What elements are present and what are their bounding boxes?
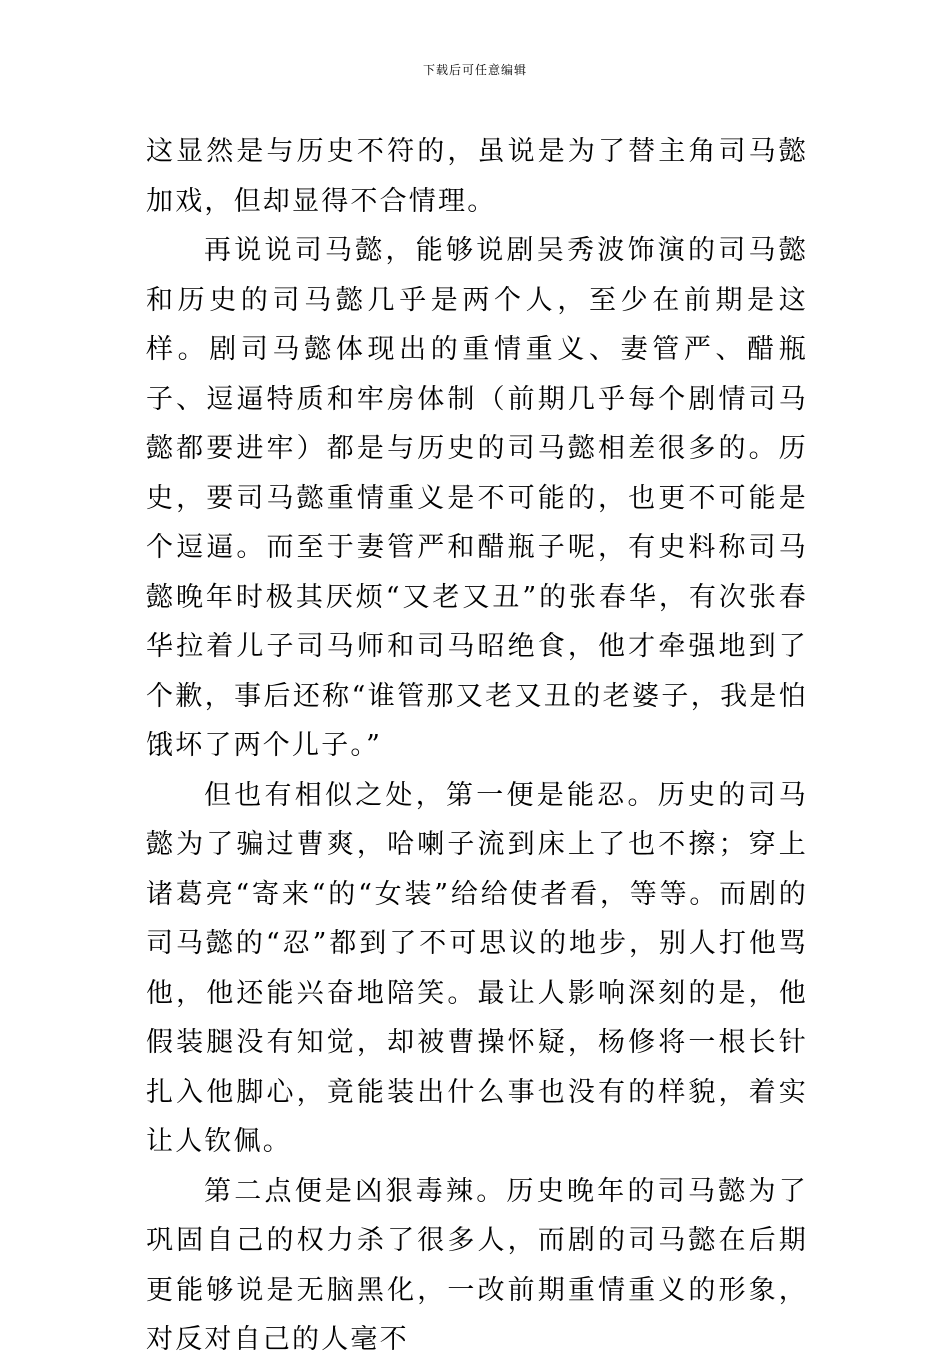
paragraph-2: 再说说司马懿，能够说剧吴秀波饰演的司马懿和历史的司马懿几乎是两个人，至少在前期是这样。剧司马懿体现出的重情重义、妻管严、醋瓶子、逗逼特质和牢房体制（前期几乎每个剧情司马懿都要进牢）都是与历史的司马懿相差很多的。历史，要司马懿重情重义是不可能的，也更不可能是个逗逼。而至于妻管严和醋瓶子呢，有史料称司马懿晚年时极其厌烦“又老又丑”的张春华，有次张春华拉着儿子司马师和司马昭绝食，他才牵强地到了个歉，事后还称“谁管那又老又丑的老婆子，我是怕饿坏了两个儿子。” [146, 235, 808, 761]
page-header: 下载后可任意编辑 [422, 63, 527, 77]
document-body [146, 127, 808, 1365]
paragraph-3: 但也有相似之处，第一便是能忍。历史的司马懿为了骗过曹爽，哈喇子流到床上了也不擦；穿上诸葛亮“寄来“的“女装”给给使者看，等等。而剧的司马懿的“忍”都到了不可思议的地步，别人打他骂他，他还能兴奋地陪笑。最让人影响深刻的是，他假装腿没有知觉，却被曹操怀疑，杨修将一根长针扎入他脚心，竟能装出什么事也没有的样貌，着实让人钦佩。 [146, 779, 808, 1157]
paragraph-4: 第二点便是凶狠毒辣。历史晚年的司马懿为了巩固自己的权力杀了很多人，而剧的司马懿在后期更能够说是无脑黑化，一改前期重情重义的形象，对反对自己的人毫不 [146, 1175, 808, 1355]
paragraph-1: 这显然是与历史不符的，虽说是为了替主角司马懿加戏，但却显得不合情理。 [146, 136, 808, 217]
